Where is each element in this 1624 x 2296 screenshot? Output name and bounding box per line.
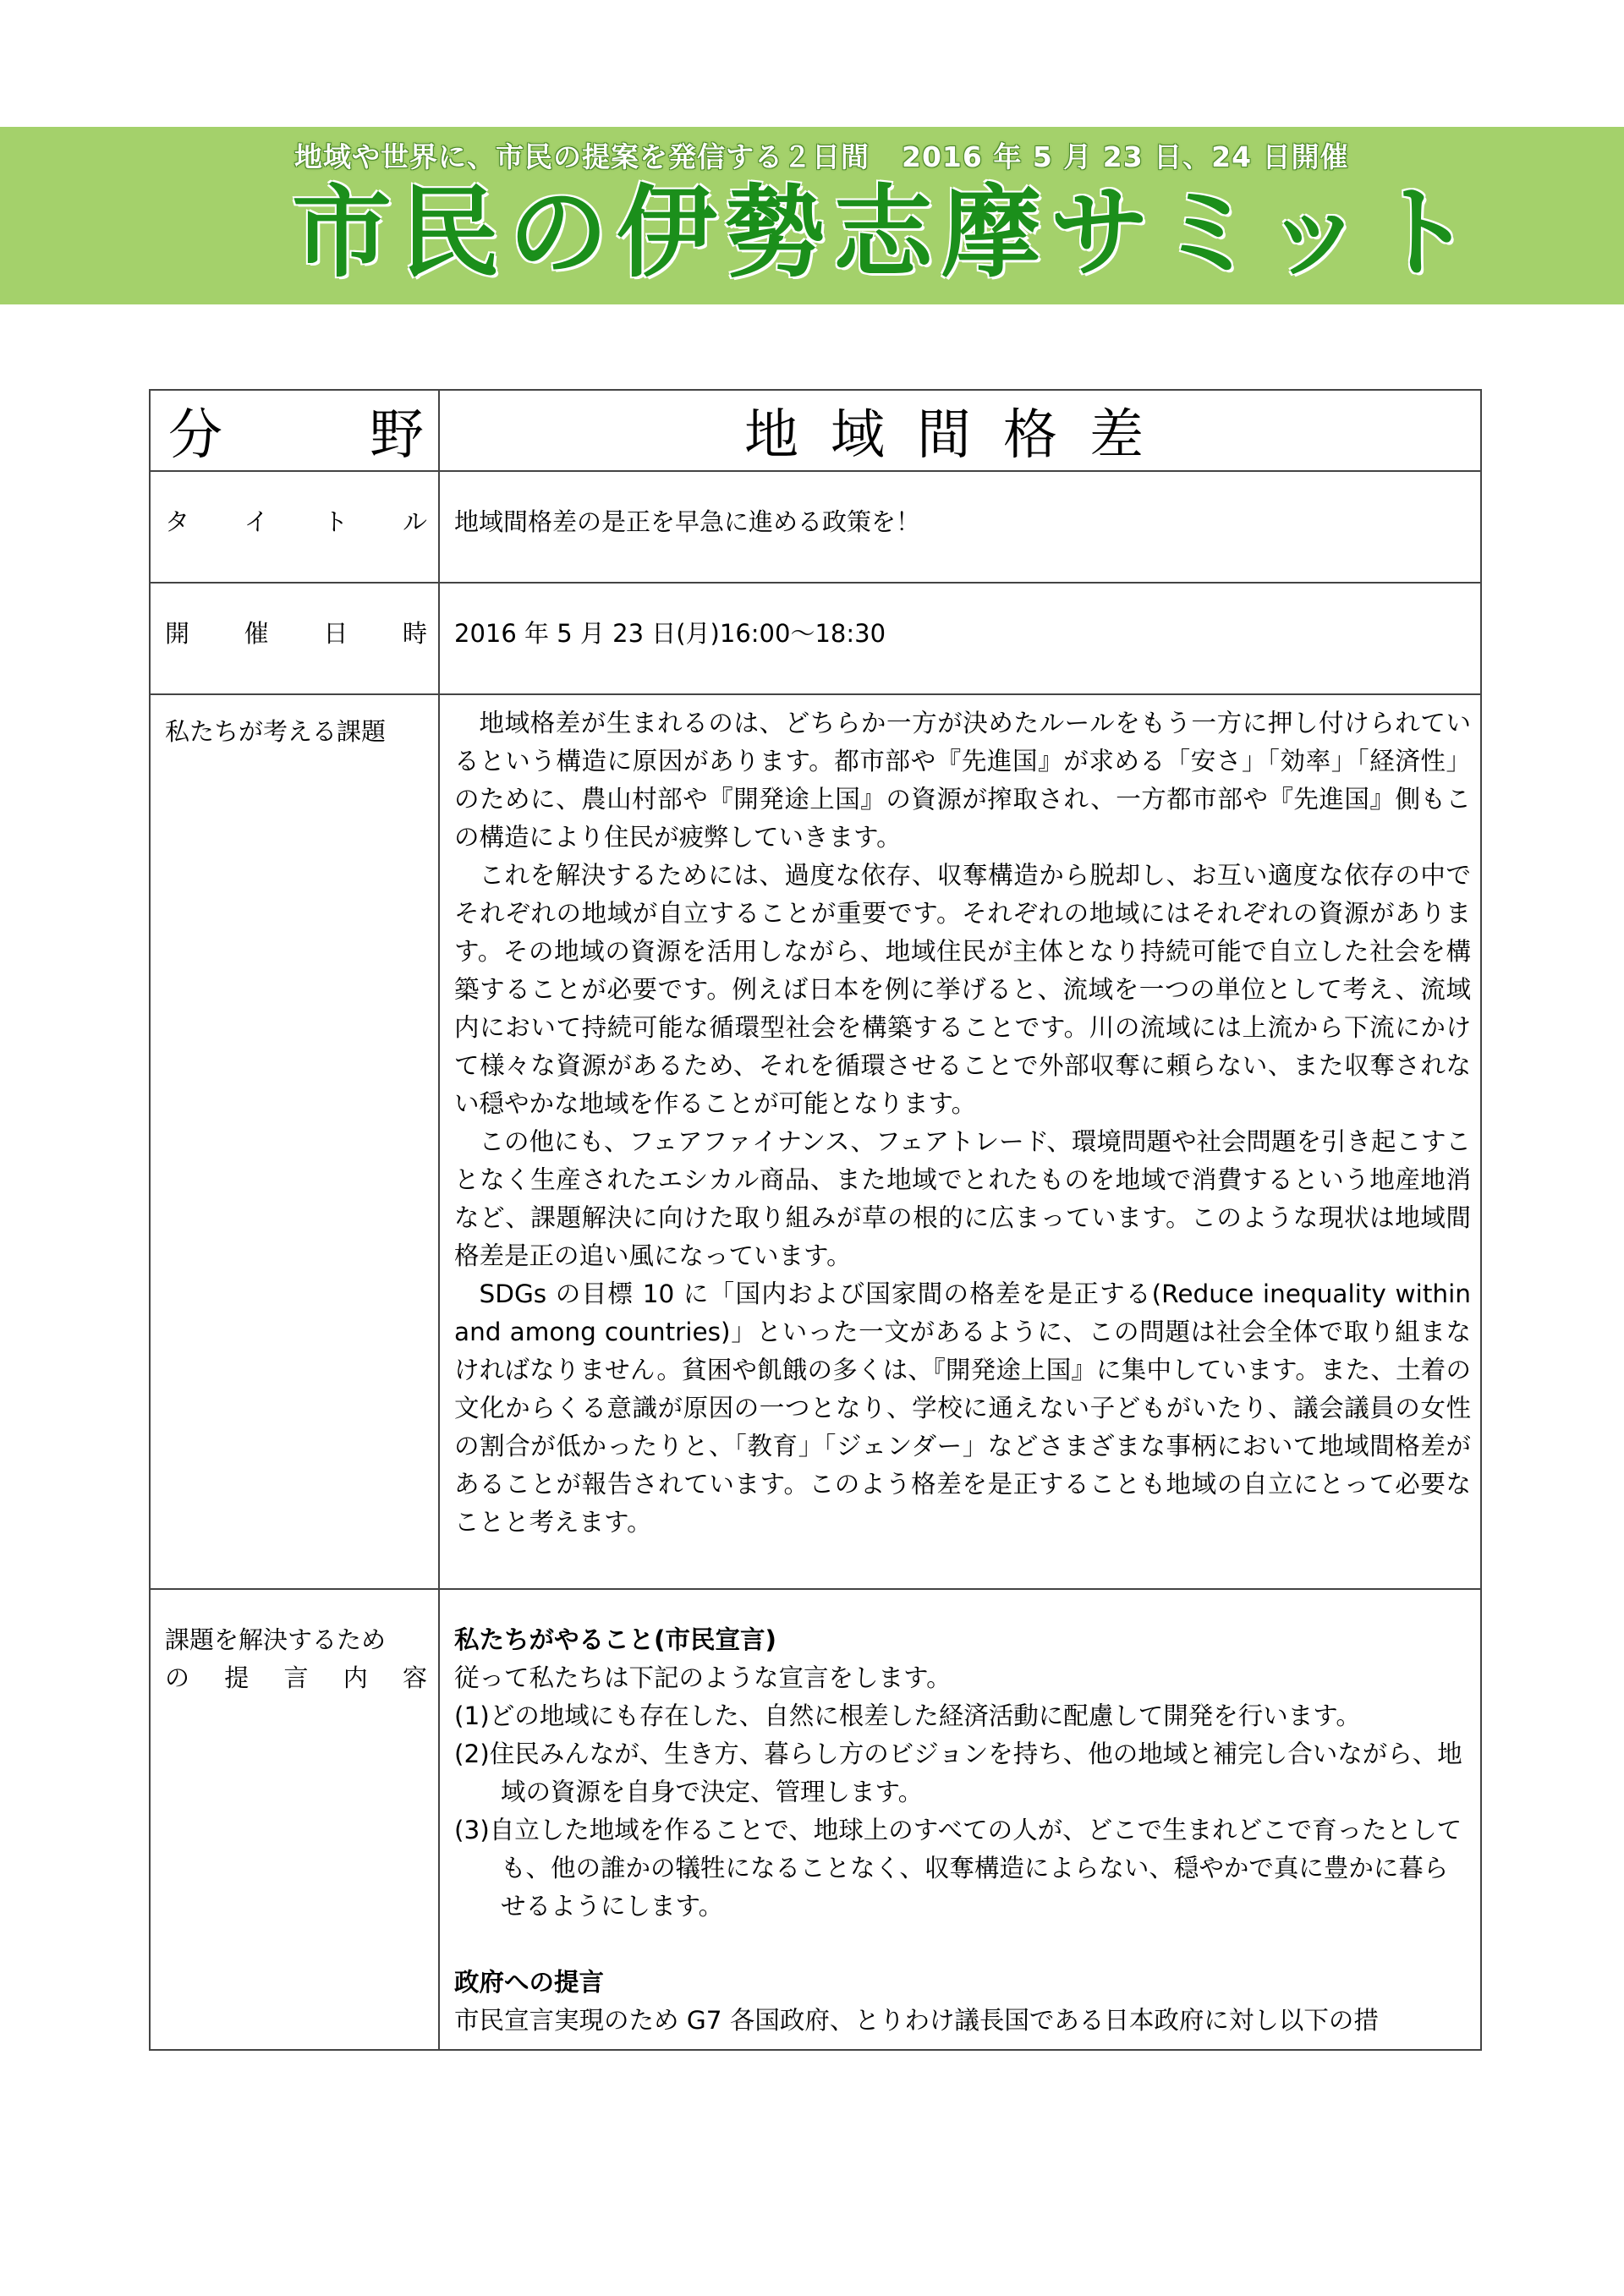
field-value-cell xyxy=(439,390,1481,471)
title-row xyxy=(150,471,1481,583)
title-label-char: ト xyxy=(323,507,348,536)
proposals-label-char: の xyxy=(165,1663,190,1692)
issues-label: 私たちが考える課題 xyxy=(165,717,387,746)
issues-paragraph: この他にも、フェアファイナンス、フェアトレード、環境問題や社会問題を引き起こすことなく生産されたエシカル商品、また地域でとれたものを地域で消費するという地産地消など、課題解決に向けた取り組みが草の根的に広まっています。このような現状は地域間格差是正の追い風になっています。 xyxy=(454,1127,1471,1270)
proposals-label-line: 課題を解決するため xyxy=(165,1625,387,1654)
date-label-char: 時 xyxy=(402,619,427,648)
issues-paragraph: これを解決するためには、過度な依存、収奪構造から脱却し、お互い適度な依存の中でそれぞれの地域が自立することが重要です。それぞれの地域にはそれぞれの資源があります。その地域の資源を活用しながら、地域住民が主体となり持続可能で自立した社会を構築することが必要です。例えば日本を例に挙げると、流域を一つの単位として考え、流域内において持続可能な循環型社会を構築することです。川の流域には上流から下流にかけて様々な資源があるため、それを循環させることで外部収奪に頼らない、また収奪されない穏やかな地域を作ることが可能となります。 xyxy=(454,861,1471,1118)
date-label-char: 催 xyxy=(244,619,269,648)
proposals-label-line xyxy=(165,1659,427,1697)
banner-tagline: 地域や世界に、市民の提案を発信する２日間 xyxy=(294,140,870,173)
civic-declaration-heading: 私たちがやること(市民宣言) xyxy=(454,1625,776,1654)
event-banner xyxy=(0,127,1624,304)
issues-paragraph: 地域格差が生まれるのは、どちらか一方が決めたルールをもう一方に押し付けられているという構造に原因があります。都市部や『先進国』が求める「安さ」「効率」「経済性」のために、農山村部や『開発途上国』の資源が搾取され、一方都市部や『先進国』側もこの構造により住民が疲弊していきます。 xyxy=(454,709,1471,852)
proposals-label-char: 内 xyxy=(343,1663,368,1692)
issues-text-cell xyxy=(439,694,1481,1589)
issues-text xyxy=(441,696,1479,1550)
proposals-label xyxy=(151,1591,437,1706)
proposals-label-cell xyxy=(150,1589,439,2050)
issues-row xyxy=(150,694,1481,1589)
title-label-cell xyxy=(150,471,439,583)
government-proposal-text: 市民宣言実現のため G7 各国政府、とりわけ議長国である日本政府に対し以下の措 xyxy=(454,2006,1379,2035)
field-value: 地域間格差 xyxy=(744,404,1176,467)
proposals-text-cell xyxy=(439,1589,1481,2050)
field-label-cell xyxy=(150,390,439,471)
title-value: 地域間格差の是正を早急に進める政策を！ xyxy=(454,507,921,536)
date-value-cell xyxy=(439,583,1481,694)
civic-declaration-intro: 従って私たちは下記のような宣言をします。 xyxy=(454,1663,952,1692)
field-label xyxy=(151,392,437,469)
date-row xyxy=(150,583,1481,694)
proposals-label-char: 提 xyxy=(224,1663,250,1692)
banner-subtitle xyxy=(294,135,1349,175)
spacer xyxy=(454,1926,1471,1964)
issues-paragraph: SDGs の目標 10 に「国内および国家間の格差を是正する(Reduce inequality within and among countries)」といった一文があるように、この問題は社会全体で取り組まなければなりません。貧困や飢餓の多くは、『開発途上国』に集中しています。また、土着の文化からくる意識が原因の一つとなり、学校に通えない子どもがいたり、議会議員の女性の割合が低かったりと、「教育」「ジェンダー」などさまざまな事柄において地域間格差があることが報告されています。このよう格差を是正することも地域の自立にとって必要なことと考えます。 xyxy=(454,1280,1471,1537)
field-label-char: 野 xyxy=(370,404,424,467)
proposals-label-char: 容 xyxy=(402,1663,427,1692)
proposals-row xyxy=(150,1589,1481,2050)
proposals-text xyxy=(441,1591,1479,2048)
title-label-char: タ xyxy=(165,507,190,536)
proposal-form-table xyxy=(149,389,1482,2051)
declaration-item: (1)どの地域にも存在した、自然に根差した経済活動に配慮して開発を行います。 xyxy=(454,1701,1361,1730)
date-label xyxy=(151,584,437,661)
field-label-char: 分 xyxy=(168,404,222,467)
date-value: 2016 年 5 月 23 日(月)16:00～18:30 xyxy=(454,619,886,648)
declaration-item: (2)住民みんなが、生き方、暮らし方のビジョンを持ち、他の地域と補完し合いながら、地域の資源を自身で決定、管理します。 xyxy=(454,1740,1462,1806)
banner-date: 2016 年 5 月 23 日、24 日開催 xyxy=(902,140,1349,173)
date-label-char: 日 xyxy=(323,619,348,648)
title-label-char: イ xyxy=(244,507,269,536)
proposals-label-char: 言 xyxy=(283,1663,309,1692)
banner-title: 市民の伊勢志摩サミット xyxy=(292,174,1481,291)
date-label-cell xyxy=(150,583,439,694)
date-label-char: 開 xyxy=(165,619,190,648)
field-row xyxy=(150,390,1481,471)
government-proposal-heading: 政府への提言 xyxy=(454,1968,605,1997)
title-label-char: ル xyxy=(402,507,427,536)
title-label xyxy=(151,473,437,550)
issues-label-cell xyxy=(150,694,439,1589)
title-value-cell xyxy=(439,471,1481,583)
declaration-item: (3)自立した地域を作ることで、地球上のすべての人が、どこで生まれどこで育ったとしても、他の誰かの犠牲になることなく、収奪構造によらない、穏やかで真に豊かに暮らせるようにします。 xyxy=(454,1816,1462,1921)
